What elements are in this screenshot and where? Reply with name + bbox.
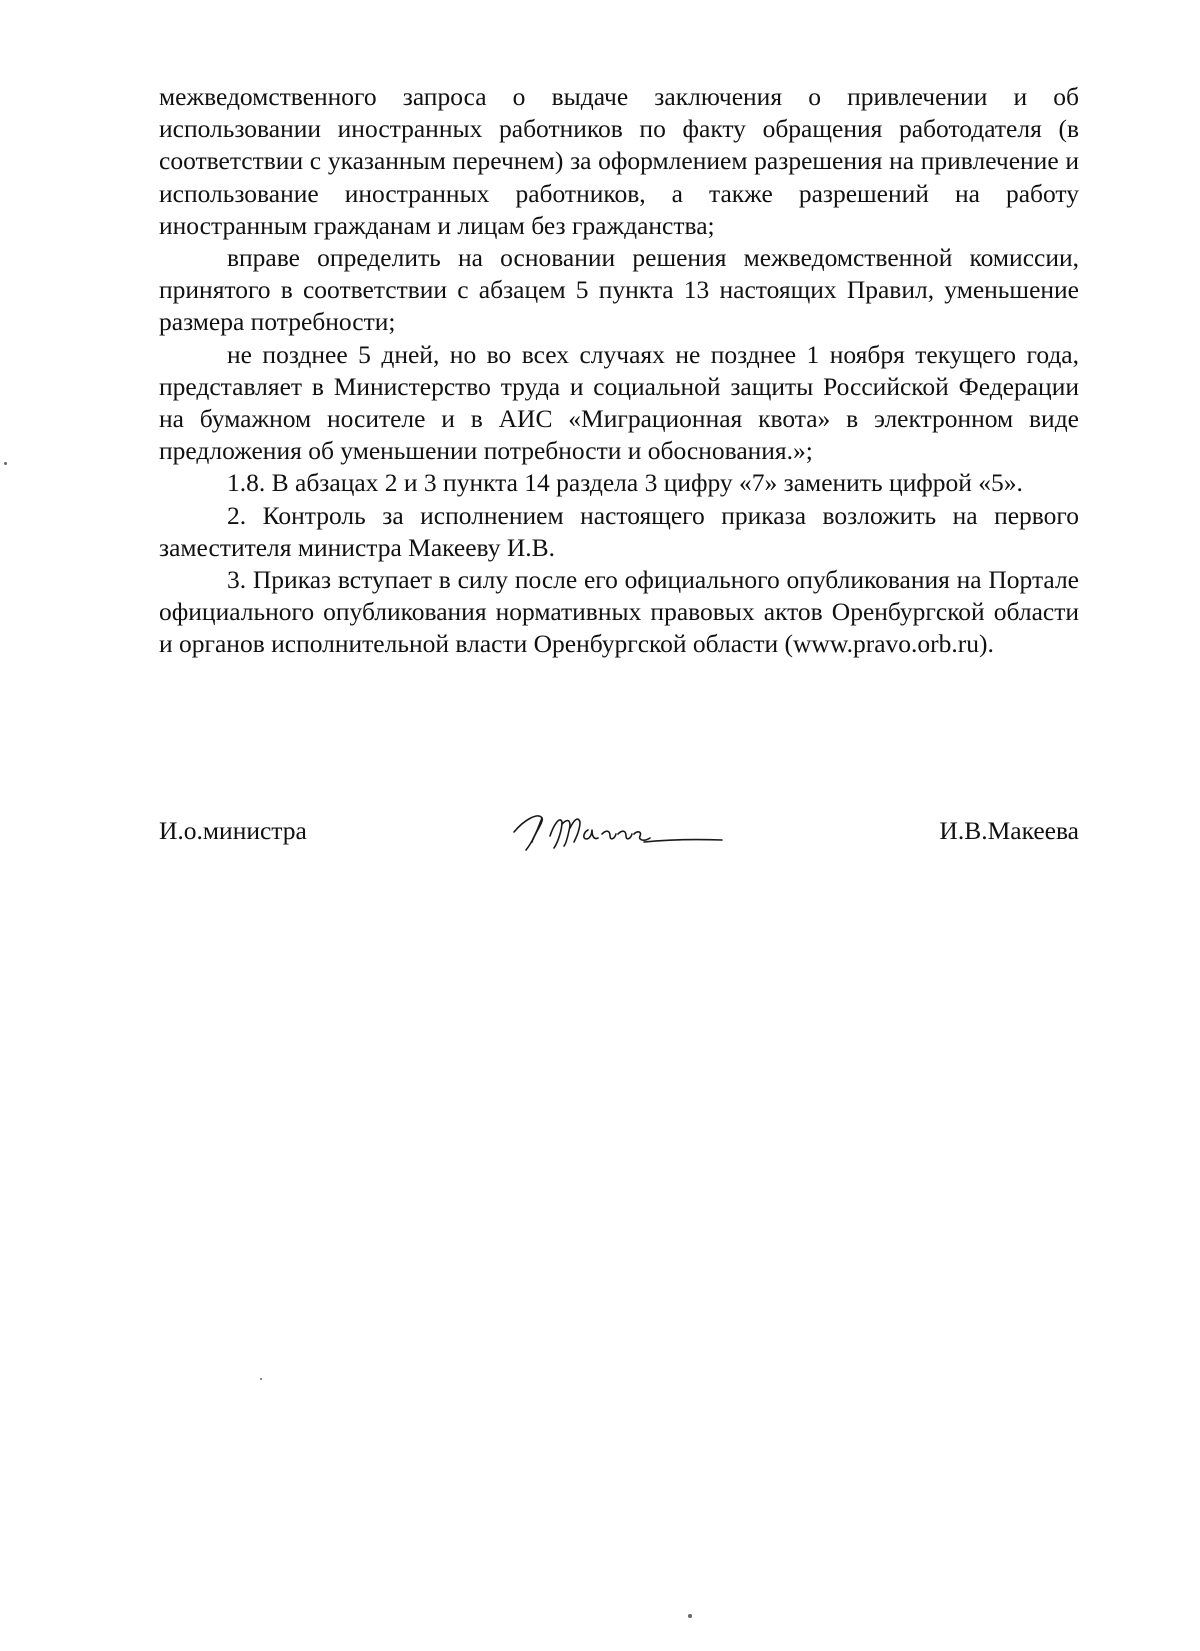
paragraph-interagency-request: межведомственного запроса о выдаче заключения о привлечении и об использовании иностранных работников по факту обращения работодателя (в соответствии с указанным перечнем) за оформлением разрешения на привлечение и использование иностранных работников, а также разрешений на работу иностранным гражданам и лицам без гражданства; (159, 82, 1079, 240)
paragraph-amendment-1-8: 1.8. В абзацах 2 и 3 пункта 14 раздела 3 цифру «7» заменить цифрой «5». (227, 468, 1023, 498)
handwritten-signature (504, 802, 754, 862)
signature-block (159, 812, 1079, 872)
scan-speck (688, 1614, 692, 1618)
paragraph-control: 2. Контроль за исполнением настоящего приказа возложить на первого заместителя министра Макееву И.В. (159, 500, 1079, 562)
scan-speck (260, 1378, 262, 1380)
scan-speck (4, 462, 7, 465)
paragraph-reduce-demand: вправе определить на основании решения межведомственной комиссии, принятого в соответствии с абзацем 5 пункта 13 настоящих Правил, уменьшение размера потребности; (159, 243, 1079, 337)
signatory-name: И.В.Макеева (939, 816, 1079, 845)
signatory-title: И.о.министра (159, 816, 307, 845)
document-body (159, 81, 1079, 661)
paragraph-submission-deadline: не позднее 5 дней, но во всех случаях не позднее 1 ноября текущего года, представляет в Министерство труда и социальной защиты Российской Федерации на бумажном носителе и в АИС «Миграционная квота» в электронном виде предложения об уменьшении потребности и обоснования.»; (159, 339, 1079, 466)
paragraph-entry-into-force: 3. Приказ вступает в силу после его официального опубликования на Портале официального опубликования нормативных правовых актов Оренбургской области и органов исполнительной власти Оренбургской области (www.pravo.orb.ru). (159, 565, 1079, 659)
